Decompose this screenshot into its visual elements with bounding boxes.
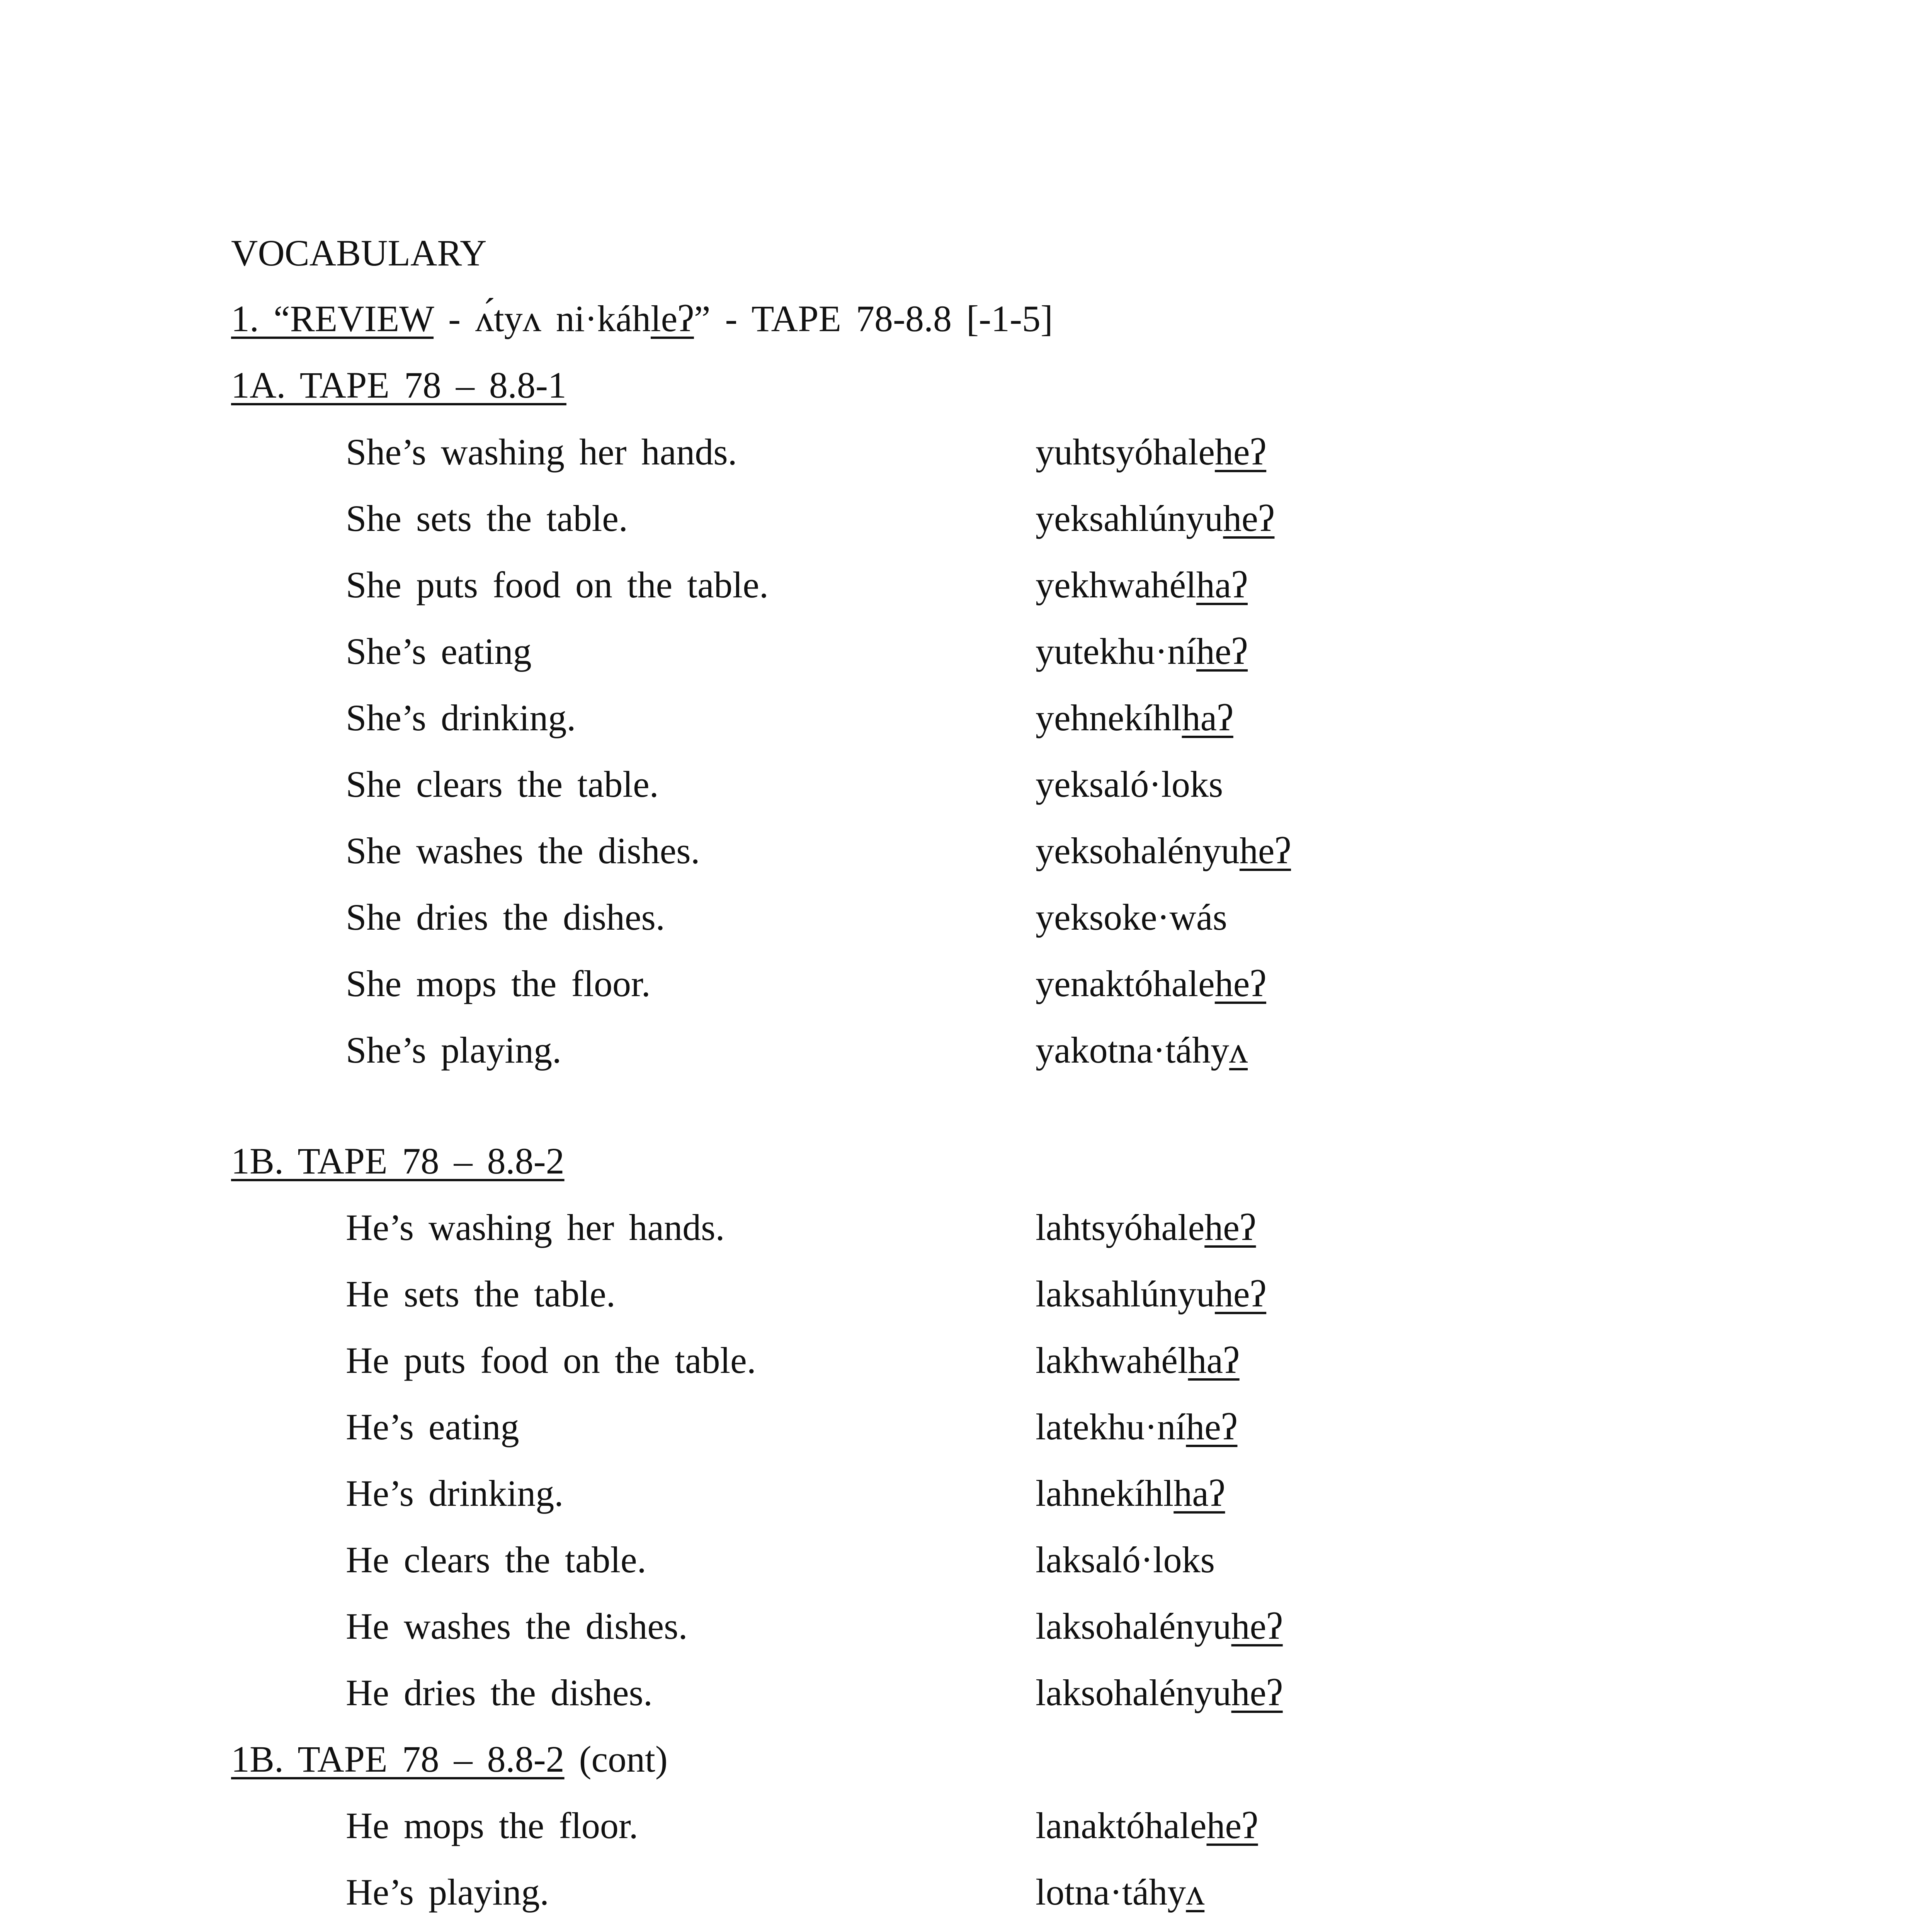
vocab-english: She sets the table. [346, 498, 628, 539]
vocab-english: She’s eating [346, 631, 532, 672]
vocab-mohawk: laksahlúnyuheʔ [1036, 1273, 1267, 1315]
section-1b-cont-heading: 1B. TAPE 78 – 8.8-2 (cont) [231, 1738, 668, 1780]
vocab-mohawk: yeksohalényuheʔ [1036, 830, 1291, 871]
vocab-mohawk: yeksoke·wás [1036, 896, 1227, 938]
vocab-mohawk: lotna·táhyʌ [1036, 1871, 1205, 1913]
lesson-heading-number: 1. “REVIEW [231, 298, 434, 339]
lesson-heading-separator: - [434, 298, 476, 339]
vocab-english: He mops the floor. [346, 1805, 638, 1846]
vocab-mohawk: yenaktóhaleheʔ [1036, 963, 1266, 1004]
page-title: VOCABULARY [231, 232, 487, 274]
vocab-english: She dries the dishes. [346, 896, 665, 938]
section-1b-heading: 1B. TAPE 78 – 8.8-2 [231, 1140, 565, 1182]
vocab-mohawk: yutekhu·níheʔ [1036, 631, 1248, 672]
vocab-english: She’s drinking. [346, 697, 576, 738]
vocab-english: He’s washing her hands. [346, 1207, 725, 1248]
vocab-mohawk: yuhtsyóhaleheʔ [1036, 431, 1267, 473]
vocab-mohawk: lanaktóhaleheʔ [1036, 1805, 1258, 1846]
vocab-english: He washes the dishes. [346, 1605, 688, 1647]
vocab-english: He sets the table. [346, 1273, 616, 1315]
vocab-english: He puts food on the table. [346, 1340, 756, 1381]
vocab-mohawk: lahnekíhlhaʔ [1036, 1473, 1225, 1514]
vocab-mohawk: laksaló·loks [1036, 1539, 1215, 1580]
vocab-mohawk: yehnekíhlhaʔ [1036, 697, 1233, 738]
vocab-english: He dries the dishes. [346, 1672, 653, 1713]
lesson-heading-mohawk-underlined: leʔ [650, 298, 694, 339]
vocab-english: He’s playing. [346, 1871, 549, 1913]
vocab-english: She clears the table. [346, 764, 659, 805]
vocab-english: She mops the floor. [346, 963, 651, 1004]
lesson-heading [231, 296, 1053, 342]
vocab-english: He’s drinking. [346, 1473, 564, 1514]
lesson-heading-mohawk: ʌ́tyʌ ni·káh [475, 298, 651, 339]
vocab-mohawk: lakhwahélhaʔ [1036, 1340, 1240, 1381]
vocab-english: He clears the table. [346, 1539, 646, 1580]
lesson-heading-tape: ” - TAPE 78-8.8 [-1-5] [694, 298, 1053, 339]
vocab-mohawk: laksohalényuheʔ [1036, 1672, 1283, 1713]
vocab-english: She washes the dishes. [346, 830, 700, 871]
vocab-mohawk: yeksaló·loks [1036, 764, 1223, 805]
vocab-english: She puts food on the table. [346, 564, 769, 605]
vocab-mohawk: laksohalényuheʔ [1036, 1605, 1283, 1647]
vocab-english: She’s washing her hands. [346, 431, 737, 473]
section-1a-heading: 1A. TAPE 78 – 8.8-1 [231, 364, 566, 406]
vocab-mohawk: lahtsyóhaleheʔ [1036, 1207, 1256, 1248]
vocab-english: She’s playing. [346, 1029, 561, 1071]
vocab-mohawk: yakotna·táhyʌ [1036, 1029, 1248, 1071]
vocab-mohawk: latekhu·níheʔ [1036, 1406, 1238, 1447]
vocab-english: He’s eating [346, 1406, 519, 1447]
vocab-mohawk: yekhwahélhaʔ [1036, 564, 1248, 605]
vocab-mohawk: yeksahlúnyuheʔ [1036, 498, 1275, 539]
